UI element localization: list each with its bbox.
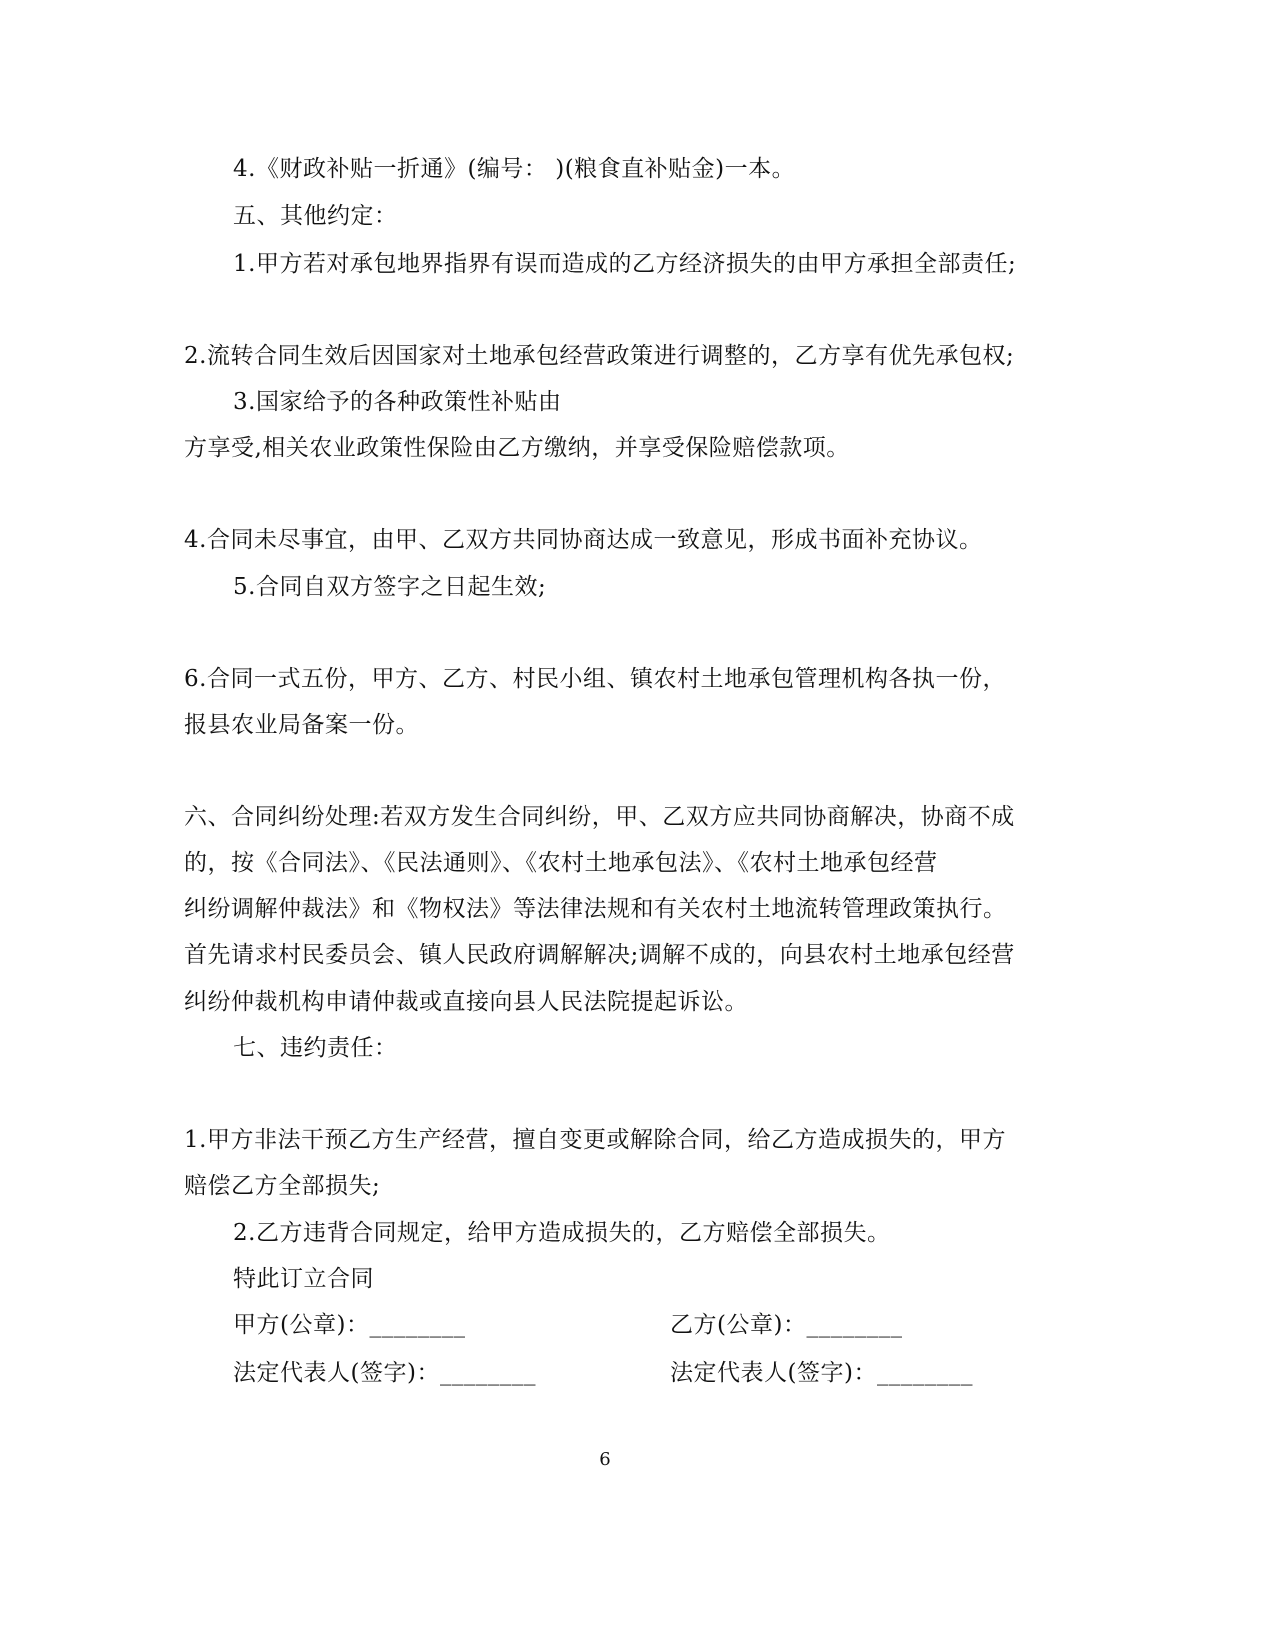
text-line: 纠纷仲裁机构申请仲裁或直接向县人民法院提起诉讼。 (184, 989, 748, 1015)
text-line: 赔偿乙方全部损失; (184, 1173, 381, 1199)
text-line: 5.合同自双方签字之日起生效; (233, 574, 547, 600)
text-line: 1.甲方非法干预乙方生产经营，擅自变更或解除合同，给乙方造成损失的，甲方 (184, 1127, 1006, 1153)
text-line: 纠纷调解仲裁法》和《物权法》等法律法规和有关农村土地流转管理政策执行。 (184, 896, 1007, 922)
text-line: 2.乙方违背合同规定，给甲方造成损失的，乙方赔偿全部损失。 (233, 1220, 891, 1246)
text-line: 1.甲方若对承包地界指界有误而造成的乙方经济损失的由甲方承担全部责任; (233, 251, 1017, 277)
text-line: 六、合同纠纷处理:若双方发生合同纠纷，甲、乙双方应共同协商解决，协商不成 (184, 804, 1015, 830)
text-line: 2.流转合同生效后因国家对土地承包经营政策进行调整的，乙方享有优先承包权; (184, 343, 1015, 369)
party-a-representative-line: 法定代表人(签字)：________ (233, 1360, 536, 1386)
text-line: 方享受,相关农业政策性保险由乙方缴纳，并享受保险赔偿款项。 (184, 435, 850, 461)
text-line: 4.合同未尽事宜，由甲、乙双方共同协商达成一致意见，形成书面补充协议。 (184, 527, 983, 553)
section-heading: 五、其他约定： (233, 203, 398, 229)
party-a-seal-line: 甲方(公章)：________ (233, 1312, 466, 1338)
text-line: 4.《财政补贴一折通》(编号： )(粮食直补贴金)一本。 (233, 156, 796, 182)
text-line: 报县农业局备案一份。 (184, 712, 419, 738)
section-heading: 七、违约责任： (233, 1035, 398, 1061)
text-line: 首先请求村民委员会、镇人民政府调解解决;调解不成的，向县农村土地承包经营 (184, 942, 1015, 968)
text-line: 6.合同一式五份，甲方、乙方、村民小组、镇农村土地承包管理机构各执一份， (184, 666, 1006, 692)
page-number: 6 (599, 1449, 611, 1470)
party-b-seal-line: 乙方(公章)：________ (670, 1312, 903, 1338)
text-line: 3.国家给予的各种政策性补贴由 (233, 389, 562, 415)
text-line: 的，按《合同法》、《民法通则》、《农村土地承包法》、《农村土地承包经营 (184, 850, 938, 876)
text-line: 特此订立合同 (233, 1266, 374, 1292)
party-b-representative-line: 法定代表人(签字)：________ (670, 1360, 973, 1386)
